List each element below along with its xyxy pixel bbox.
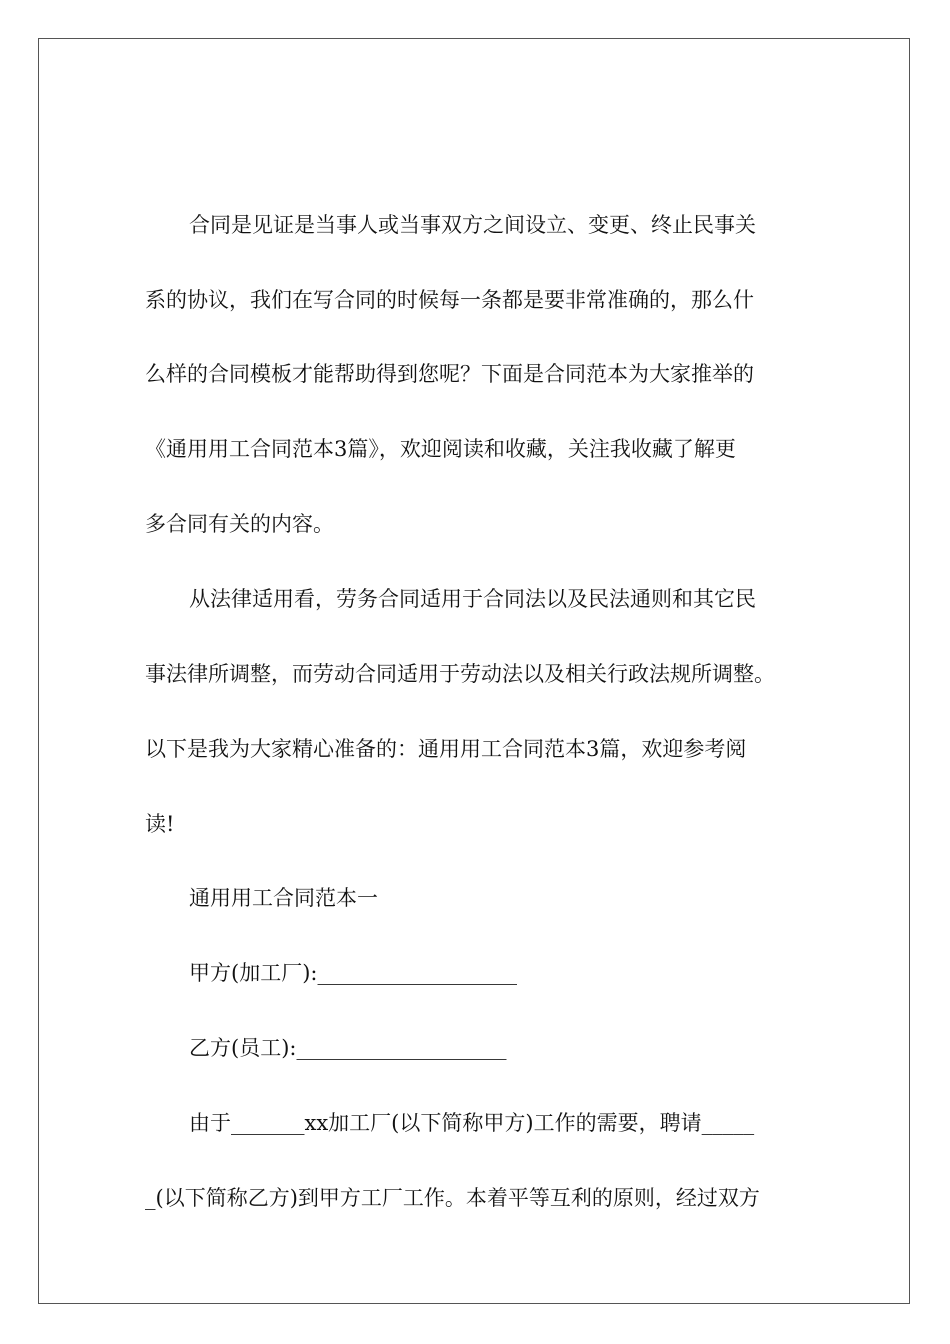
paragraph-intro-line-5: 多合同有关的内容。 (145, 512, 334, 536)
paragraph-intro-line-2: 系的协议，我们在写合同的时候每一条都是要非常准确的，那么什 (145, 288, 754, 312)
paragraph-contract-line-1: 由于_______xx加工厂(以下简称甲方)工作的需要，聘请_____ (189, 1111, 755, 1135)
paragraph-intro-line-4: 《通用用工合同范本3篇》，欢迎阅读和收藏，关注我收藏了解更 (145, 437, 736, 461)
section-heading: 通用用工合同范本一 (189, 886, 378, 910)
paragraph-contract-line-2: _(以下简称乙方)到甲方工厂工作。本着平等互利的原则，经过双方 (145, 1186, 760, 1210)
paragraph-law-line-2: 事法律所调整，而劳动合同适用于劳动法以及相关行政法规所调整。 (145, 662, 775, 686)
paragraph-intro-line-1: 合同是见证是当事人或当事双方之间设立、变更、终止民事关 (189, 213, 756, 237)
party-b-field: 乙方(员工):____________________ (189, 1036, 507, 1060)
paragraph-law-line-1: 从法律适用看，劳务合同适用于合同法以及民法通则和其它民 (189, 587, 756, 611)
party-a-field: 甲方(加工厂):___________________ (189, 961, 517, 985)
paragraph-law-line-4: 读! (145, 812, 175, 836)
paragraph-law-line-3: 以下是我为大家精心准备的：通用用工合同范本3篇，欢迎参考阅 (145, 737, 747, 761)
paragraph-intro-line-3: 么样的合同模板才能帮助得到您呢？下面是合同范本为大家推举的 (145, 362, 754, 386)
